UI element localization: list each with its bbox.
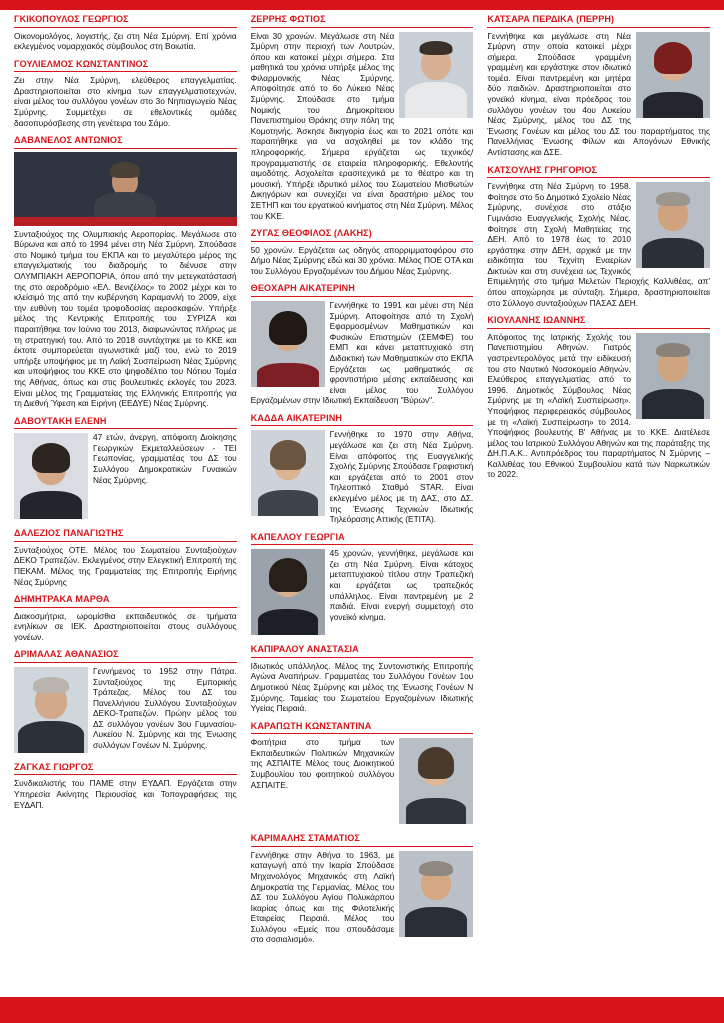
candidate-bio: Συνταξιούχος ΟΤΕ. Μέλος του Σωματείου Συνταξιούχων ΔΕΚΟ Τραπεζών. Εκλεγμένος στην Ελεγκτική Επιτροπή της ΠΕΚΑΜ. Μέλος της Γραμματείας της Επιτροπής Ειρήνης Νέας Σμύρνης	[14, 544, 237, 587]
candidate-entry	[14, 649, 237, 755]
candidate-bio: Γεννήμενος το 1952 στην Πάτρα. Συνταξιούχος της Εμπορικής Τράπεζας. Μέλος του ΔΣ του Πανελλήνιου Συλλόγου Συνταξιούχων ΔΕΚΟ-Τραπεζών. Πρώην μέλος του ΔΣ συλλόγου γονέων 3ου Γυμνασίου-Λυκείου Ν. Σμύρνης και της Ένωσης συλλόγων Γονέων Ν. Σμύρνης.	[93, 665, 237, 751]
candidate-photo	[251, 549, 325, 635]
candidate-entry	[14, 528, 237, 587]
candidate-entry	[487, 14, 710, 158]
candidate-name: ΔΑΒΟΥΤΑΚΗ ΕΛΕΝΗ	[14, 416, 237, 430]
candidate-entry	[251, 14, 474, 221]
candidate-name: ΚΑΤΣΟΥΛΗΣ ΓΡΗΓΟΡΙΟΣ	[487, 165, 710, 179]
candidate-name: ΚΑΡΑΠΩΤΗ ΚΩΝΣΤΑΝΤΙΝΑ	[251, 721, 474, 735]
candidate-name: ΚΑΤΣΑΡΑ ΠΕΡΔΙΚΑ (ΠΕΡΡΗ)	[487, 14, 710, 28]
candidate-bio: Γεννήθηκε το 1991 και μένει στη Νέα Σμύρνη. Αποφοίτησε από τη Σχολή Εφαρμοσμένων Μαθηματικών και Φυσικών Επιστημών (ΣΕΜΦΕ) του ΕΜΠ και κάνει μεταπτυχιακό στη Διδακτική των Μαθηματικών στο ΕΚΠΑ Εργάζεται ως μαθηματικός σε φροντιστήριο μέσης εκπαίδευσης και είναι μέλος του Συλλόγου Εργαζομένων στην Ιδιωτική Εκπαίδευση "Βύρων".	[250, 299, 474, 406]
candidate-photo	[14, 152, 237, 226]
candidate-name: ΔΑΒΑΝΕΛΟΣ ΑΝΤΩΝΙΟΣ	[14, 135, 237, 149]
candidate-name: ΚΙΟΥΛΑΝΗΣ ΙΩΑΝΝΗΣ	[487, 315, 710, 329]
candidate-entry	[14, 594, 237, 642]
candidate-photo	[251, 430, 325, 516]
candidate-entry	[251, 721, 474, 827]
candidate-entry	[487, 165, 710, 309]
candidate-bio: Γεννήθηκε και μεγάλωσε στη Νέα Σμύρνη στην οποία κατοικεί μέχρι σήμερα. Σπούδασε γραμμένη γραμμένη και εργάστηκε στον ιδιωτικό τομέα. Είναι παντρεμένη και μητέρα δύο παιδιών. Δραστηριοποιείται στο γονεϊκό κίνημα, είναι πρόεδρος του συλλόγου γονέων του 4ου Λυκείου Νέας Σμύρνης, μέλος του ΔΣ της Ένωσης Γονέων και μέλος του ΔΣ του παραρτήματος της Πανελλήνιας Ένωσης Φίλων και Απογόνων Εθνικής Αντίστασης και ΔΣΕ.	[487, 30, 710, 158]
candidate-bio: Οικονομολόγος, λογιστής, ζει στη Νέα Σμύρνη. Επί χρόνια εκλεγμένος νομαρχιακός σύμβουλος στη Βοιωτία.	[14, 30, 237, 52]
candidate-bio: 47 ετών, άνεργη, απόφοιτη Διοίκησης Γεωργικών Εκμεταλλεύσεων - ΤΕΙ Γεωπονίας, γραμματέας του ΔΣ του Συλλόγου Δημοκρατικών Γυναικών Νέας Σμύρνης.	[93, 432, 237, 485]
candidate-name: ΖΥΓΑΣ ΘΕΟΦΙΛΟΣ (ΛΑΚΗΣ)	[251, 228, 474, 242]
candidate-entry	[251, 228, 474, 276]
candidate-name: ΓΟΥΛΙΕΛΜΟΣ ΚΩΝΣΤΑΝΤΙΝΟΣ	[14, 59, 237, 73]
candidate-bio: Είναι 30 χρονών. Μεγάλωσε στη Νέα Σμύρνη στην περιοχή των Λουτρών, όπου και κατοικεί μέχρι σήμερα. Στα μαθητικά του χρόνια υπήρξε μέλος της Φιλαρμονικής Νέας Σμύρνης. Αποφοίτησε από το 6ο Λύκειο Νέας Σμύρνης. Σπούδασε στο τμήμα Νομικής του Δημοκρίτειου Πανεπιστημίου Θράκης στην πόλη της Κομοτηνής. Άσκησε δικηγορία έως και το 2021 οπότε και παραιτήθηκε για να ασχοληθεί με τον κλάδο της πληροφορικής. Σήμερα εργάζεται ως τεχνικός/προγραμματιστής σε εταιρεία πληροφορικής. Εθελοντής αιμοδότης. Ασχολείται ερασιτεχνικά με το θέατρο και τη μουσική. Υπήρξε ιδρυτικό μέλος του Σωματείου Μισθωτών Δικηγόρων και συνεχίζει να είναι δραστήριο μέλος του ΣΕΤΗΠ και του εργατικού κινήματος στη Νέα Σμύρνη. Μέλος του ΚΚΕ.	[250, 30, 474, 221]
candidate-name: ΚΑΔΔΑ ΑΙΚΑΤΕΡΙΝΗ	[251, 413, 474, 427]
candidate-photo	[636, 32, 710, 118]
candidate-name: ΘΕΟΧΑΡΗ ΑΙΚΑΤΕΡΙΝΗ	[251, 283, 474, 297]
candidate-bio: Συνδικαλιστής του ΠΑΜΕ στην ΕΥΔΑΠ. Εργάζεται στην Υπηρεσία Ακίνητης Περιουσίας και Τοπογραφήσεις της ΕΥΔΑΠ.	[14, 778, 237, 810]
candidate-bio: 45 χρονών, γεννήθηκε, μεγάλωσε και ζει στη Νέα Σμύρνη. Είναι κάτοχος μεταπτυχιακού τίτλου στην Τραπεζική και εργάζεται ως τραπεζικός υπάλληλος. Είναι παντρεμένη με 2 παιδιά. Είναι ενεργή συμμετοχή στο γονεϊκό κίνημα.	[329, 548, 474, 622]
candidate-bio: Ιδιωτικός υπάλληλος. Μέλος της Συντονιστικής Επιτροπής Αγώνα Αναπήρων. Γραμματέας του Συλλόγου Γονέων 1ου Δημοτικού Νέας Σμύρνης και μέλος της Ένωσης Γονέων Ν Σμύρνης. Ταμείας του Σωματείου Εργαζομένων Ιδιωτικής Υγείας Πειραιά.	[250, 660, 474, 714]
candidate-entry	[14, 762, 237, 810]
candidate-entry	[487, 315, 710, 480]
candidate-bio: Διακοσμήτρια, ωρομίσθια εκπαιδευτικός σε τμήματα ενηλίκων σε ΙΕΚ. Δραστηριοποιείται στους συλλόγους γονέων.	[14, 610, 237, 642]
candidate-photo	[636, 333, 710, 419]
candidate-name: ΔΑΛΕΖΙΟΣ ΠΑΝΑΓΙΩΤΗΣ	[14, 528, 237, 542]
bottom-accent-bar	[0, 997, 724, 1023]
candidate-bio: 50 χρονών. Εργάζεται ως οδηγός απορριμματοφόρου στο Δήμο Νέας Σμύρνης εδώ και 30 χρόνια. Μέλος ΠΟΕ ΟΤΑ και του Συλλόγου Εργαζομένων του Δήμου Νέας Σμύρνης.	[250, 244, 474, 276]
candidate-entry	[251, 532, 474, 638]
candidate-bio: Γεννήθηκε στη Νέα Σμύρνη το 1958. Φοίτησε στο 5ο Δημοτικό Σχολείο Νέας Σμύρνης, συνέχισε στο στάξιο Γυμνάσιο Ευαγγελικής Σχολής Νέας. Φοίτησε στη Σχολή Μαθητείας της ΔΕΗ. Από το 1978 έως το 2010 εργάστηκε στην ΔΕΗ, αρχικά με την ειδικότητα του Τεχνίτη Εναερίων Δικτυών και στη συνέχεια ως Τεχνικός Επιμελητής στο τμήμα Μελετών Περιοχής Καλλιθέας, απ' όπου αποχώρησε με σύνταξη. Σήμερα, δραστηριοποιείται στο Σύλλογο συνταξιούχων ΠΑΣΑΣ ΔΕΗ.	[487, 181, 710, 308]
candidate-entry	[251, 413, 474, 525]
candidate-photo	[399, 32, 473, 118]
candidate-photo	[636, 182, 710, 268]
candidate-name: ΔΡΙΜΑΛΑΣ ΑΘΑΝΑΣΙΟΣ	[14, 649, 237, 663]
candidate-name: ΖΕΡΡΗΣ ΦΩΤΙΟΣ	[251, 14, 474, 28]
candidate-entry	[251, 833, 474, 945]
candidate-name: ΚΑΠΙΡΑΛΟΥ ΑΝΑΣΤΑΣΙΑ	[251, 644, 474, 658]
candidate-entry	[14, 135, 237, 409]
candidate-entry	[14, 14, 237, 52]
candidate-name: ΓΚΙΚΟΠΟΥΛΟΣ ΓΕΩΡΓΙΟΣ	[14, 14, 237, 28]
candidate-photo	[399, 851, 473, 937]
candidate-bio: Γεννήθηκε στην Αθήνα το 1963, με καταγωγή από την Ικαρία Σπούδασε Μηχανολόγος Μηχανικός στη Λαϊκή Δημοκρατία της Γερμανίας. Μέλος του ΔΣ του Συλλόγου Αγίου Πολυκάρπου Ικαρίας όπως και της Φιλοτελικής Εταιρείας Πειραιά. Μέλος του Συλλόγου «Εμείς που σπουδάσαμε στο σοσιαλισμό».	[250, 849, 395, 945]
candidate-name: ΔΗΜΗΤΡΑΚΑ ΜΑΡΘΑ	[14, 594, 237, 608]
candidate-name: ΚΑΡΙΜΑΛΗΣ ΣΤΑΜΑΤΙΟΣ	[251, 833, 474, 847]
candidate-photo	[14, 667, 88, 753]
candidate-bio: Συνταξιούχος της Ολυμπιακής Αεροπορίας. Μεγάλωσε στο Βύρωνα και από το 1994 μένει στη Νέα Σμύρνη. Σπούδασε στο Νομικό τμήμα του ΕΚΠΑ και το μεγαλύτερο μέρος της επαγγελματικής του διαδρομής το διένυσε στην ΟΛΥΜΠΙΑΚΗ ΑΕΡΟΠΟΡΙΑ, όπου από την μετεγκατάστασή της στο αεροδρόμιο «ΕΛ. Βενιζέλος» το 2002 μέχρι και το κλείσιμό της από την κυβέρνηση Καραμανλή το 2009, είχε την ευθύνη του τομέα τροφοδοσίας αεροσκαφών. Υπήρξε μέλος της Κεντρικής Επιτροπής του ΣΥΡΙΖΑ και παραιτήθηκε τον Ιούνιο του 2013, διαφωνώντας πλήρως με τη στρατηγική του. Από το 2018 συντάχτηκε με το ΚΚΕ και έκτοτε συμπορεύεται αγωνιστικά μαζί του, ενώ το 2019 υπήρξε υποψήφιος με τη Λαϊκή Συσπείρωση Νέας Σμύρνης και υποψήφιος του ΚΚΕ στο ψηφοδέλτιο του Νότιου Τομέα της Αθήνας, όπως και στις βουλευτικές εκλογές του 2023. Είναι μέλος της Γραμματείας της Ελληνικής Επιτροπής για τη Διεθνή Ύφεση και Ειρήνη (ΕΕΔΥΕ) Νέας Σμύρνης.	[14, 228, 237, 409]
candidate-bio: Φοιτήτρια στο τμήμα των Εκπαιδευτικών Πολιτικών Μηχανικών της ΑΣΠΑΙΤΕ Μέλος τους Διοικητικού Συμβουλίου του φοιτητικού συλλόγου ΑΣΠΑΙΤΕ.	[250, 737, 395, 790]
candidate-name: ΚΑΠΕΛΛΟΥ ΓΕΩΡΓΙΑ	[251, 532, 474, 546]
candidate-entry	[14, 59, 237, 128]
candidate-entry	[14, 416, 237, 522]
candidate-name: ΖΑΓΚΑΣ ΓΙΩΡΓΟΣ	[14, 762, 237, 776]
candidate-photo	[251, 301, 325, 387]
candidate-bio: Απόφοιτος της Ιατρικής Σχολής του Πανεπιστημίου Αθηνών. Γιατρός γαστρεντερολόγος μετά την ειδίκευσή του στο Ναυτικό Νοσοκομείο Αθηνών. Ελεύθερος επαγγελματίας από το 1996. Δημοτικός Σύμβουλος Νέας Σμύρνης με τη «Λαϊκή Συσπείρωση». Υποψήφιος περιφερειακός σύμβουλος με τη «Λαϊκή Συσπείρωση» το 2014. Υποψήφιος βουλευτής Β' Αθήνας με το ΚΚΕ. Διατέλεσε μέλος του Ιατρικού Συλλόγου Αθηνών και της παράταξης της ΔΗ.Π.Α.Κ.. Αντιπρόεδρος του παραρτήματος Ν Σμύρνης – Καλλιθέας του Εθνικού Συμβουλίου κατά των Ναρκωτικών το 2022.	[487, 331, 710, 480]
candidate-bio: Γεννήθηκε το 1970 στην Αθήνα, μεγάλωσε και ζει στη Νέα Σμύρνη. Είναι απόφοιτος της Ευαγγελικής Σχολής Σμύρνης Σπούδασε Γραφιστική και εργάζεται από το 2001 στον Τηλεοπτικό Σταθμό STAR. Είναι εκλεγμένο μέλος με τη ΔΑΣ, στο ΔΣ. της Ένωσης Τεχνικών Ιδιωτικής Τηλεόρασης Αττικής (ΕΤΙΤΑ).	[329, 429, 474, 525]
candidate-entry	[251, 644, 474, 713]
candidate-entry	[251, 283, 474, 405]
top-accent-bar	[0, 0, 724, 10]
candidate-photo	[399, 738, 473, 824]
candidate-columns	[14, 14, 710, 999]
candidate-photo	[14, 433, 88, 519]
candidate-bio: Ζει στην Νέα Σμύρνη, ελεύθερος επαγγελματίας. Δραστηριοποιείται στο κίνημα των επαγγελματιοτεχνών, είναι μέλος του συλλόγου γονέων στο 3ο Νηπιαγωγείο Νέας Σμύρνης. Συμμετέχει σε εθελοντικές ομάδες δασοπυρόσβεσης στη γενέτειρα του Σάμο.	[14, 75, 237, 128]
